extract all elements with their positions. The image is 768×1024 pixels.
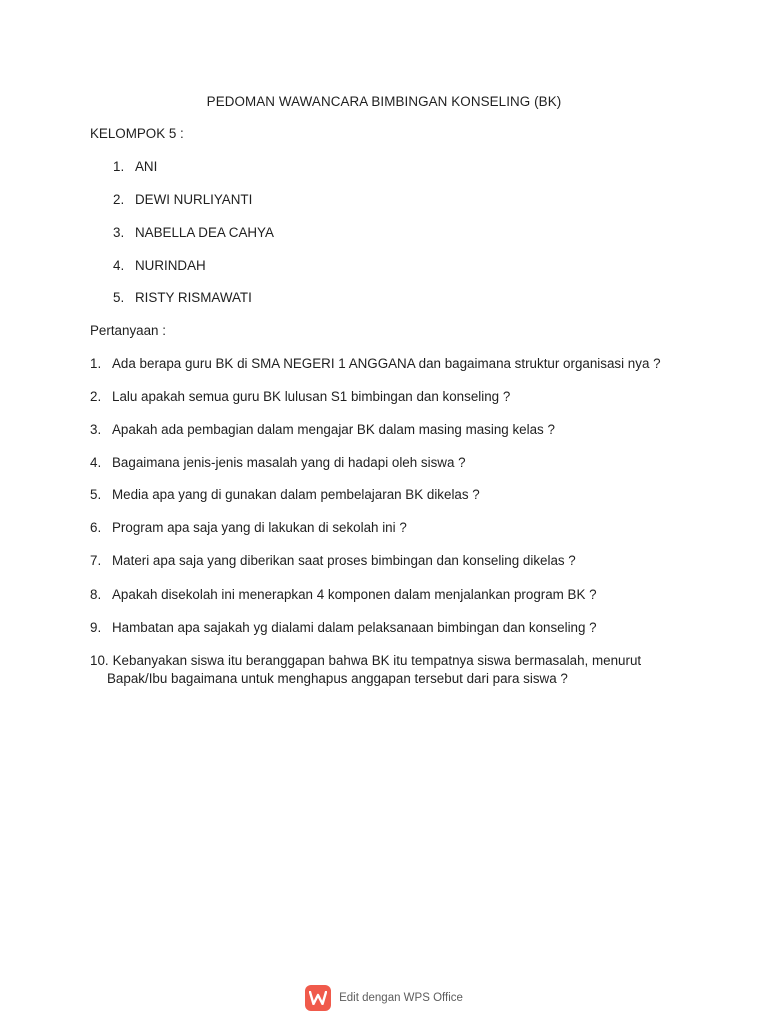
group-label: KELOMPOK 5 : xyxy=(90,126,184,141)
question-item xyxy=(90,486,480,504)
question-item xyxy=(90,388,510,406)
member-number: 5. xyxy=(113,290,125,305)
member-number: 4. xyxy=(113,258,125,273)
member-number: 2. xyxy=(113,192,125,207)
question-number: 8. xyxy=(90,587,102,602)
question-number: 6. xyxy=(90,520,102,535)
question-text: Program apa saja yang di lakukan di sekolah ini ? xyxy=(112,520,407,535)
questions-label: Pertanyaan : xyxy=(90,323,166,338)
member-number: 1. xyxy=(113,159,125,174)
member-name: NABELLA DEA CAHYA xyxy=(135,225,274,240)
question-item xyxy=(90,519,407,537)
member-item xyxy=(113,191,252,209)
question-item xyxy=(90,652,641,688)
question-text: Apakah ada pembagian dalam mengajar BK dalam masing masing kelas ? xyxy=(112,422,555,437)
question-item xyxy=(90,552,576,570)
question-text-continued: Bapak/Ibu bagaimana untuk menghapus anggapan tersebut dari para siswa ? xyxy=(107,671,568,686)
member-item xyxy=(113,158,157,176)
member-name: DEWI NURLIYANTI xyxy=(135,192,253,207)
question-number: 4. xyxy=(90,455,102,470)
question-item xyxy=(90,454,466,472)
question-text: Kebanyakan siswa itu beranggapan bahwa BK itu tempatnya siswa bermasalah, menurut xyxy=(112,653,642,668)
question-number: 10. xyxy=(90,653,109,668)
question-text: Apakah disekolah ini menerapkan 4 komponen dalam menjalankan program BK ? xyxy=(112,587,597,602)
member-number: 3. xyxy=(113,225,125,240)
question-text: Bagaimana jenis-jenis masalah yang di hadapi oleh siswa ? xyxy=(112,455,466,470)
wps-office-icon[interactable] xyxy=(305,985,331,1011)
wps-w-glyph xyxy=(309,991,327,1005)
question-number: 9. xyxy=(90,620,102,635)
member-name: RISTY RISMAWATI xyxy=(135,290,252,305)
question-item xyxy=(90,355,661,373)
question-number: 5. xyxy=(90,487,102,502)
question-text: Lalu apakah semua guru BK lulusan S1 bimbingan dan konseling ? xyxy=(112,389,511,404)
member-name: ANI xyxy=(135,159,158,174)
question-number: 3. xyxy=(90,422,102,437)
member-name: NURINDAH xyxy=(135,258,206,273)
question-item xyxy=(90,586,597,604)
question-number: 1. xyxy=(90,356,102,371)
question-text: Ada berapa guru BK di SMA NEGERI 1 ANGGANA dan bagaimana struktur organisasi nya ? xyxy=(112,356,661,371)
member-item xyxy=(113,224,274,242)
question-text: Media apa yang di gunakan dalam pembelajaran BK dikelas ? xyxy=(112,487,480,502)
member-item xyxy=(113,289,252,307)
question-text: Materi apa saja yang diberikan saat proses bimbingan dan konseling dikelas ? xyxy=(112,553,576,568)
question-number: 7. xyxy=(90,553,102,568)
question-item xyxy=(90,421,555,439)
document-title: PEDOMAN WAWANCARA BIMBINGAN KONSELING (BK) xyxy=(206,94,562,109)
member-item xyxy=(113,257,206,275)
wps-footer[interactable] xyxy=(0,985,768,1011)
question-item xyxy=(90,619,597,637)
question-number: 2. xyxy=(90,389,102,404)
question-text: Hambatan apa sajakah yg dialami dalam pelaksanaan bimbingan dan konseling ? xyxy=(112,620,597,635)
wps-edit-link[interactable]: Edit dengan WPS Office xyxy=(339,992,463,1004)
